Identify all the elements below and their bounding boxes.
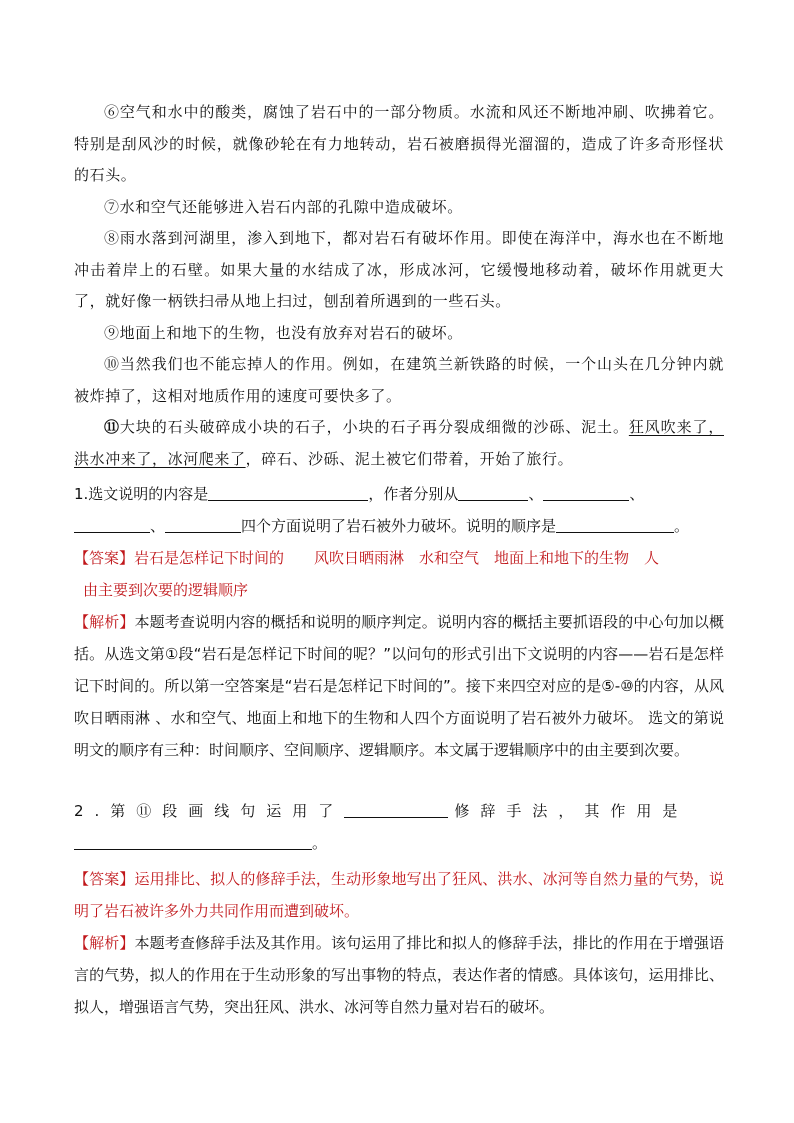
- separator: 、: [629, 485, 645, 503]
- reading-passage: [74, 97, 724, 475]
- question-2: [74, 795, 724, 859]
- paragraph-7: ⑦水和空气还能够进入岩石内部的孔隙中造成破坏。: [104, 197, 463, 216]
- paragraph-11-number: ⑪: [104, 418, 120, 436]
- question-1-stem-c: 四个方面说明了岩石被外力破坏。说明的顺序是: [241, 517, 557, 535]
- answer-tag: 【答案】: [74, 549, 135, 567]
- paragraph-9: ⑨地面上和地下的生物，也没有放弃对岩石的破坏。: [104, 323, 463, 342]
- question-2-block: [74, 795, 724, 1023]
- paragraph-6: ⑥空气和水中的酸类，腐蚀了岩石中的一部分物质。水流和风还不断地冲刷、吹拂着它。特别是刮风沙的时候，就像砂轮在有力地转动，岩石被磨损得光溜溜的，造成了许多奇形怪状的石头。: [74, 103, 724, 184]
- underlined-sentence: 狂风吹来了，洪水冲来了，冰河爬来了: [74, 418, 724, 468]
- question-1-block: [74, 478, 724, 766]
- answer-blank-3[interactable]: [543, 485, 629, 501]
- period: 。: [312, 834, 328, 852]
- analysis-tag: 【解析】: [74, 613, 135, 631]
- question-1-stem-b: ，作者分别从: [368, 485, 459, 503]
- question-1-answer: [74, 542, 724, 574]
- separator: 、: [528, 485, 544, 503]
- paragraph-10: ⑩当然我们也不能忘掉人的作用。例如，在建筑兰新铁路的时候，一个山头在几分钟内就被炸掉了，这相对地质作用的速度可要快多了。: [74, 355, 724, 405]
- answer-text: 岩石是怎样记下时间的 风吹日晒雨淋 水和空气 地面上和地下的生物 人: [134, 549, 660, 567]
- answer-text: 运用排比、拟人的修辞手法，生动形象地写出了狂风、洪水、冰河等自然力量的气势，说明了岩石被许多外力共同作用而遭到破坏。: [74, 870, 724, 920]
- paragraph-11-text-b: ，碎石、沙砾、泥土被它们带着，开始了旅行。: [245, 449, 574, 468]
- question-2-stem-a: 2.第⑪段画线句运用了: [74, 802, 345, 820]
- answer-blank-8[interactable]: [74, 834, 312, 850]
- answer-blank-2[interactable]: [458, 485, 528, 501]
- question-2-analysis: [74, 927, 724, 1023]
- period: 。: [674, 517, 690, 535]
- question-1-stem-a: 1.选文说明的内容是: [74, 485, 209, 503]
- paragraph-8: ⑧雨水落到河湖里，渗入到地下，都对岩石有破坏作用。即使在海洋中，海水也在不断地冲击着岸上的石壁。如果大量的水结成了冰，形成冰河，它缓慢地移动着，破坏作用就更大了，就好像一柄铁扫帚从地上扫过，刨刮着所遇到的一些石头。: [74, 229, 724, 310]
- question-2-answer: [74, 863, 724, 927]
- answer-blank-1[interactable]: [208, 485, 368, 501]
- answer-blank-5[interactable]: [165, 517, 241, 533]
- question-1-answer-line-2: 由主要到次要的逻辑顺序: [83, 581, 249, 599]
- question-2-stem-b: 修辞手法，其作用是: [454, 802, 689, 820]
- answer-blank-6[interactable]: [556, 517, 674, 533]
- analysis-text: 本题考查修辞手法及其作用。该句运用了排比和拟人的修辞手法，排比的作用在于增强语言的气势，拟人的作用在于生动形象的写出事物的特点，表达作者的情感。具体该句，运用排比、拟人，增强语言气势，突出狂风、洪水、冰河等自然力量对岩石的破坏。: [74, 934, 724, 1016]
- separator: 、: [150, 517, 166, 535]
- question-1: [74, 478, 724, 542]
- answer-blank-4[interactable]: [74, 517, 150, 533]
- analysis-text: 本题考查说明内容的概括和说明的顺序判定。说明内容的概括主要抓语段的中心句加以概括。从选文第①段“岩石是怎样记下时间的呢？”以问句的形式引出下文说明的内容——岩石是怎样记下时间的。所以第一空答案是“岩石是怎样记下时间的”。接下来四空对应的是⑤-⑩的内容，从风吹日晒雨淋 、水和空气、地面上和地下的生物和人四个方面说明了岩石被外力破坏。 选文的第说明文的顺序有三种：时间顺序、空间顺序、逻辑顺序。本文属于逻辑顺序中的由主要到次要。: [74, 613, 724, 759]
- paragraph-11-text-a: 大块的石头破碎成小块的石子，小块的石子再分裂成细微的沙砾、泥土。: [119, 418, 629, 436]
- analysis-tag: 【解析】: [74, 934, 135, 952]
- paragraph-11: [74, 412, 724, 475]
- answer-blank-7[interactable]: [344, 802, 448, 818]
- answer-tag: 【答案】: [74, 870, 135, 888]
- question-1-analysis: [74, 606, 724, 766]
